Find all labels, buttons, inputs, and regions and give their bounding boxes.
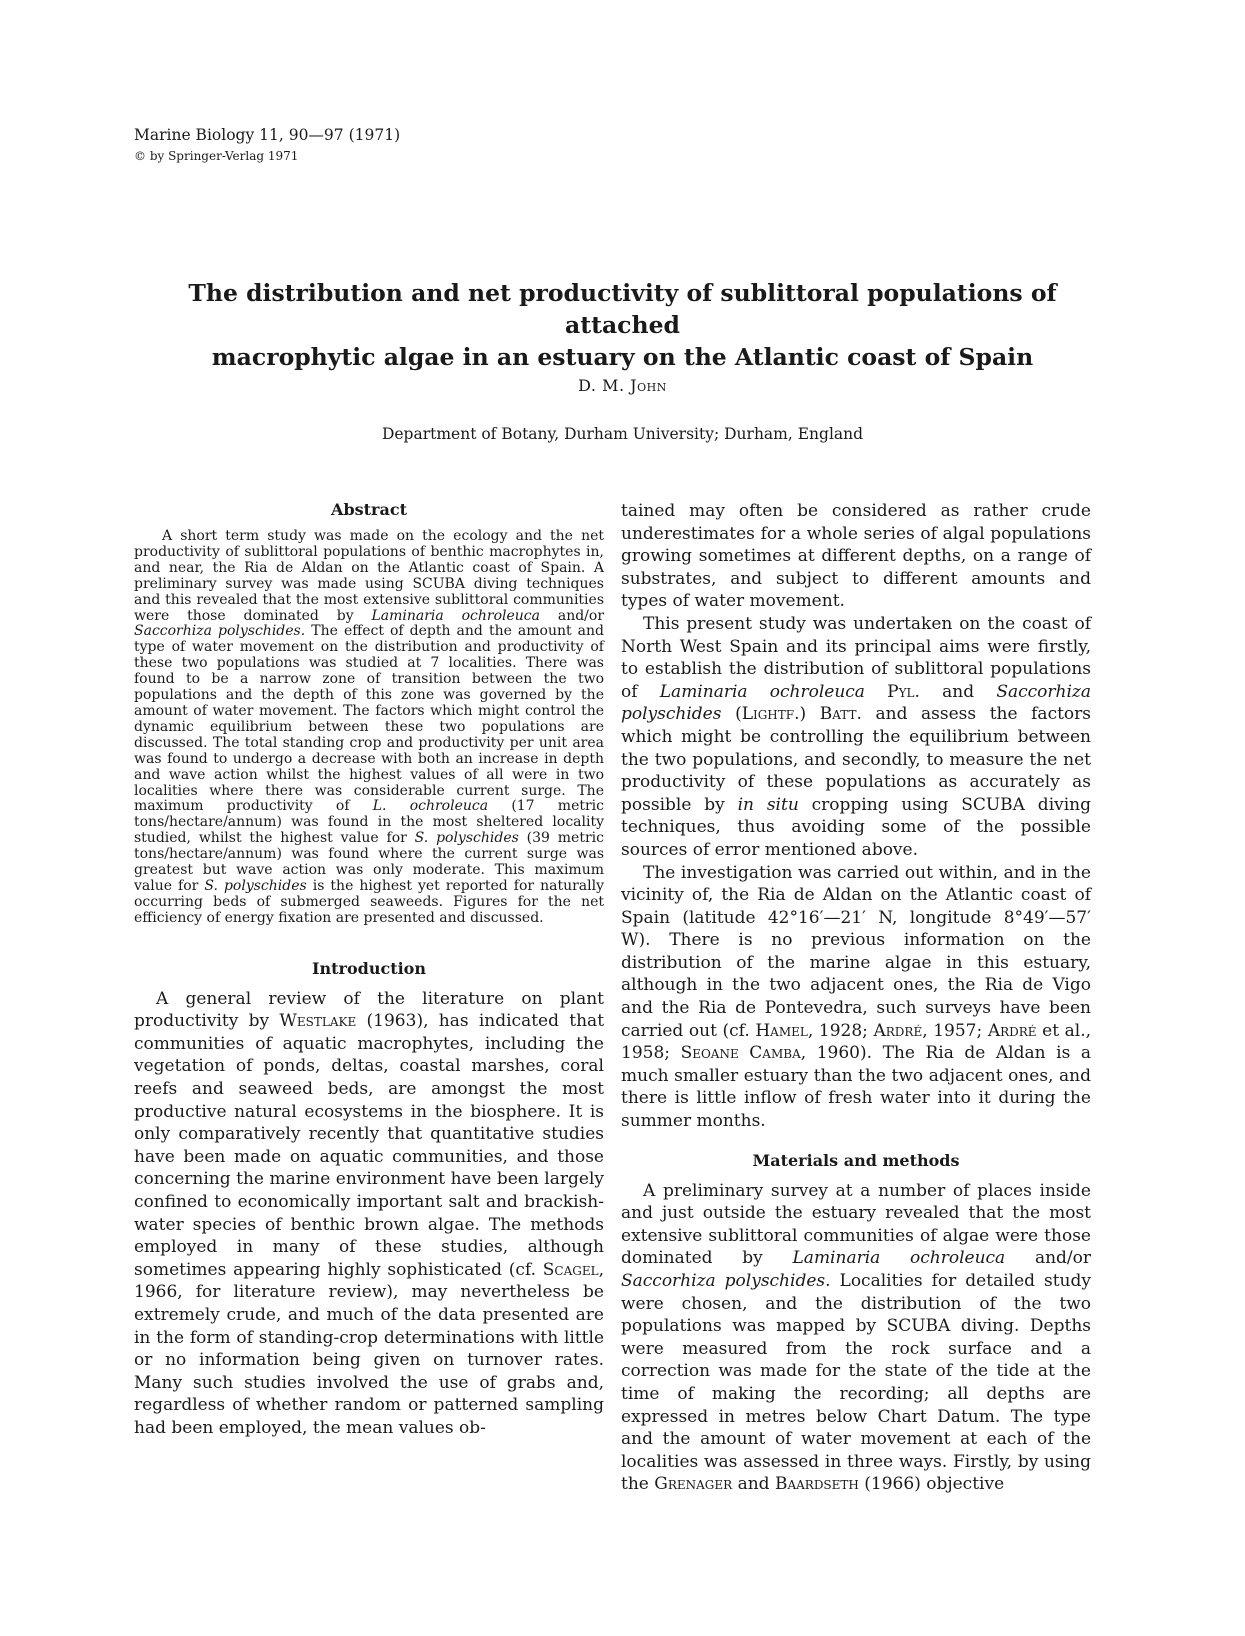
author-initials: D. M. xyxy=(578,376,625,395)
journal-header xyxy=(134,124,400,165)
citation-author: Baardseth xyxy=(774,1474,859,1495)
left-column xyxy=(134,500,604,1440)
species-name: Saccorhiza polyschides xyxy=(621,681,1092,725)
species-name: Saccorhiza polyschides. xyxy=(621,1271,831,1291)
citation-author: Westlake xyxy=(279,1011,357,1032)
author-surname: John xyxy=(630,376,667,395)
species-name: Laminaria ochroleuca xyxy=(792,1248,1006,1269)
journal-citation: Marine Biology 11, 90—97 (1971) xyxy=(134,126,401,144)
abstract-heading: Abstract xyxy=(331,500,407,519)
continued-paragraph: tained may often be considered as rather crude underestimates for a whole series of algal populations growing sometimes at different depths, on a range of substrates, and subject to different amounts and types of water movement. xyxy=(621,501,1091,612)
abstract-text: A short term study was made on the ecology and the net productivity of sublittoral populations of benthic macrophytes in, and near, the Ria de Aldan on the Atlantic coast of Spain. A preliminary survey was made using SCUBA diving techniques and this revealed that the most extensive sublittoral communities were those dominated by Laminaria ochroleuca and/or Saccorhiza polyschides. The effect of depth and the amount and type of water movement on the distribution and productivity of these two populations was studied at 7 localities. There was found to be a narrow zone of transition between the two populations and the depth of this zone was governed by the amount of water movement. The factors which might control the dynamic equilibrium between these two populations are discussed. The total standing crop and productivity per unit area was found to undergo a decrease with both an increase in depth and wave action whilst the highest values of all were in two localities where there was considerable current surge. The maximum productivity of L. ochroleuca (17 metric tons/hectare/annum) was found in the most sheltered locality studied, whilst the highest value for S. polyschides (39 metric tons/hectare/annum) was found where the current surge was greatest but wave action was only moderate. This maximum value for S. polyschides is the highest yet reported for naturally occurring beds of submerged seaweeds. Figures for the net efficiency of energy fixation are presented and discussed. xyxy=(134,528,605,926)
taxon-authority: (Lightf.) xyxy=(735,704,807,725)
citation-author: Scagel xyxy=(542,1259,599,1280)
introduction-paragraph: A general review of the literature on plant productivity by Westlake (1963), has indicated that communities of aquatic macrophytes, including the vegetation of ponds, deltas, coastal marshes, coral reefs and seaweed beds, are amongst the most productive natural ecosystems in the biosphere. It is only comparatively recently that quantitative studies have been made on aquatic communities, and those concerning the marine environment have been largely confined to economically important salt and brackish-water species of benthic brown algae. The methods employed in many of these studies, although sometimes appearing highly sophisticated (cf. Scagel, 1966, for literature review), may nevertheless be extremely crude, and much of the data presented are in the form of standing-crop determinations with little or no information being given on turnover rates. Many such studies involved the use of grabs and, regardless of whether random or patterned sampling had been employed, the mean values ob- xyxy=(134,988,605,1438)
citation-author: Ardré xyxy=(873,1020,923,1041)
species-name: L. ochroleuca xyxy=(372,798,489,815)
taxon-authority: Pyl. xyxy=(887,681,920,702)
location-paragraph: The investigation was carried out within, and in the vicinity of, the Ria de Aldan on the Atlantic coast of Spain (latitude 42°16′—21′ N, longitude 8°49′—57′ W). There is no previous information on the distribution of the marine algae in this estuary, although in the two adjacent ones, the Ria de Vigo and the Ria de Pontevedra, such surveys have been carried out (cf. Hamel, 1928; Ardré, 1957; Ardré et al., 1958; Seoane Camba, 1960). The Ria de Aldan is a much smaller estuary than the two adjacent ones, and there is little inflow of fresh water into it during the summer months. xyxy=(621,862,1092,1132)
citation-author: Seoane Camba xyxy=(680,1043,801,1064)
citation-author: Hamel xyxy=(755,1020,808,1041)
species-name: Saccorhiza polyschides. xyxy=(134,623,306,640)
species-name: S. polyschides xyxy=(204,877,307,894)
right-column xyxy=(621,500,1091,1496)
introduction-heading: Introduction xyxy=(312,958,426,978)
methods-heading: Materials and methods xyxy=(752,1150,960,1170)
methods-paragraph: A preliminary survey at a number of places inside and just outside the estuary revealed that the most extensive sublittoral communities of algae were those dominated by Laminaria ochroleuca and/or Saccorhiza polyschides. Localities for detailed study were chosen, and the distribution of the two populations was mapped by SCUBA diving. Depths were measured from the rock surface and a correction was made for the state of the tide at the time of making the recording; all depths are expressed in metres below Chart Datum. The type and the amount of water movement at each of the localities was assessed in three ways. Firstly, by using the Grenager and Baardseth (1966) objective xyxy=(621,1180,1092,1495)
citation-author: Ardré xyxy=(987,1020,1037,1041)
aims-paragraph: This present study was undertaken on the coast of North West Spain and its principal aims were firstly, to establish the distribution of sublittoral populations of Laminaria ochroleuca Pyl. and Saccorhiza polyschides (Lightf.) Batt. and assess the factors which might be controlling the equilibrium between the two populations, and secondly, to measure the net productivity of these populations as accurately as possible by in situ cropping using SCUBA diving techniques, thus avoiding some of the possible sources of error mentioned above. xyxy=(621,613,1092,860)
title-line-1: The distribution and net productivity of sublittoral populations of attached xyxy=(188,279,1057,339)
species-name: Laminaria ochroleuca xyxy=(371,607,540,624)
paper-title xyxy=(150,277,1095,373)
species-name: S. polyschides xyxy=(414,830,519,847)
species-name: Laminaria ochroleuca xyxy=(659,681,865,702)
copyright-line: © by Springer-Verlag 1971 xyxy=(134,149,299,163)
citation-author: Grenager xyxy=(654,1474,733,1495)
taxon-authority: Batt. xyxy=(819,704,862,725)
affiliation: Department of Botany, Durham University; Durham, England xyxy=(381,425,864,443)
author-name xyxy=(0,376,1245,395)
title-line-2: macrophytic algae in an estuary on the Atlantic coast of Spain xyxy=(211,343,1034,371)
in-situ-term: in situ xyxy=(737,794,799,815)
